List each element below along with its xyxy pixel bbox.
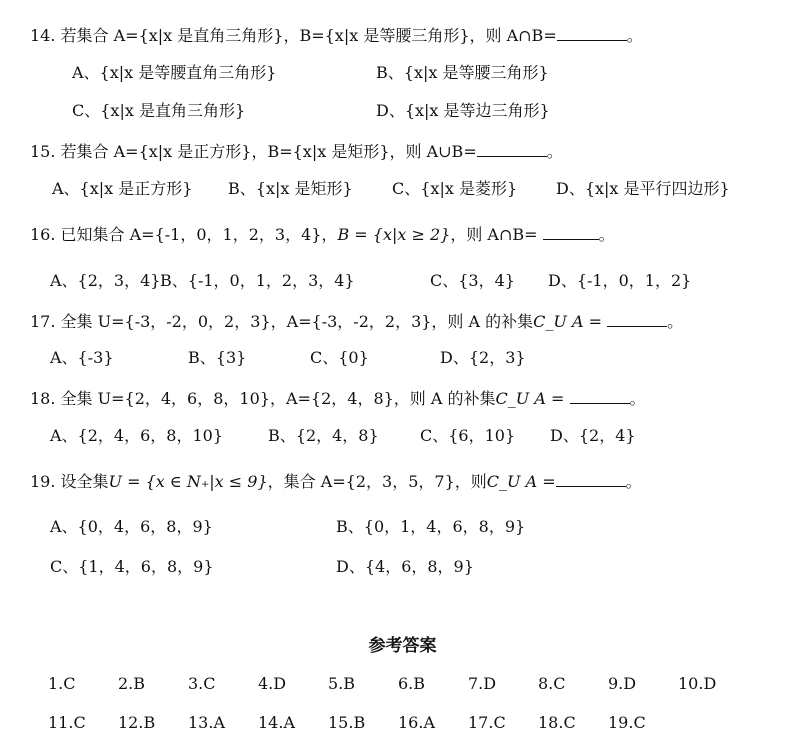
- q17-complement: C_U A =: [533, 312, 608, 331]
- q17-option-b: B、{3}: [188, 348, 247, 367]
- q16-option-a: A、{2，3，4}: [50, 271, 161, 290]
- answer-item: 15.B: [328, 713, 366, 732]
- answer-item: 13.A: [188, 713, 225, 732]
- answer-item: 9.D: [608, 674, 637, 693]
- q18-option-c: C、{6，10}: [420, 426, 516, 445]
- question-14: 14. 若集合 A={x|x 是直角三角形}，B={x|x 是等腰三角形}，则 A∩B= 。: [30, 26, 643, 45]
- question-17: 17. 全集 U={-3，-2，0，2，3}，A={-3，-2，2，3}，则 A 的补集C_U A = 。: [30, 312, 684, 331]
- q14-option-c: C、{x|x 是直角三角形}: [72, 101, 246, 120]
- q14-option-b: B、{x|x 是等腰三角形}: [376, 63, 549, 82]
- q16-stem: 16. 已知集合 A={-1，0，1，2，3，4}，: [30, 225, 338, 244]
- answer-item: 10.D: [678, 674, 717, 693]
- q14-option-d: D、{x|x 是等边三角形}: [376, 101, 550, 120]
- q15-blank: [477, 140, 547, 157]
- answer-item: 2.B: [118, 674, 146, 693]
- answer-item: 8.C: [538, 674, 566, 693]
- q18-option-a: A、{2，4，6，8，10}: [50, 426, 223, 445]
- q17-option-c: C、{0}: [310, 348, 369, 367]
- q19-option-b: B、{0，1，4，6，8，9}: [336, 517, 526, 536]
- q16-option-b: B、{-1，0，1，2，3，4}: [160, 271, 355, 290]
- q17-blank: [607, 310, 667, 327]
- q19-option-a: A、{0，4，6，8，9}: [50, 517, 213, 536]
- q19-blank: [556, 470, 626, 487]
- q16-option-c: C、{3，4}: [430, 271, 515, 290]
- answer-item: 17.C: [468, 713, 506, 732]
- q14-option-a: A、{x|x 是等腰直角三角形}: [72, 63, 277, 82]
- answer-item: 1.C: [48, 674, 76, 693]
- q15-stem: 15. 若集合 A={x|x 是正方形}，B={x|x 是矩形}，则 A∪B=: [30, 142, 477, 161]
- q15-option-c: C、{x|x 是菱形}: [392, 179, 518, 198]
- answer-item: 11.C: [48, 713, 86, 732]
- q19-universal-set: U = {x ∈ N₊|x ≤ 9}: [108, 472, 268, 491]
- answer-item: 5.B: [328, 674, 356, 693]
- q19-option-c: C、{1，4，6，8，9}: [50, 557, 214, 576]
- answers-title: 参考答案: [368, 636, 437, 656]
- answer-item: 16.A: [398, 713, 435, 732]
- q15-option-a: A、{x|x 是正方形}: [52, 179, 193, 198]
- answer-item: 6.B: [398, 674, 426, 693]
- q14-stem: 14. 若集合 A={x|x 是直角三角形}，B={x|x 是等腰三角形}，则 A∩B=: [30, 26, 557, 45]
- answer-item: 12.B: [118, 713, 156, 732]
- question-19: 19. 设全集U = {x ∈ N₊|x ≤ 9}，集合 A={2，3，5，7}，则C_U A = 。: [30, 472, 642, 491]
- answer-item: 3.C: [188, 674, 216, 693]
- question-15: 15. 若集合 A={x|x 是正方形}，B={x|x 是矩形}，则 A∪B= 。: [30, 142, 563, 161]
- q16-set-b: B = {x|x ≥ 2}: [337, 225, 451, 244]
- question-18: 18. 全集 U={2，4，6，8，10}，A={2，4，8}，则 A 的补集C_U A = 。: [30, 389, 646, 408]
- answer-item: 7.D: [468, 674, 497, 693]
- answer-item: 18.C: [538, 713, 576, 732]
- q14-blank: [557, 24, 627, 41]
- q16-blank: [543, 223, 599, 240]
- question-16: 16. 已知集合 A={-1，0，1，2，3，4}，B = {x|x ≥ 2}，则 A∩B= 。: [30, 225, 615, 244]
- q19-option-d: D、{4，6，8，9}: [336, 557, 474, 576]
- q17-stem: 17. 全集 U={-3，-2，0，2，3}，A={-3，-2，2，3}，则 A 的补集: [30, 312, 534, 331]
- q19-complement: C_U A: [486, 472, 538, 491]
- q18-complement: C_U A =: [495, 389, 570, 408]
- q19-stem: 19. 设全集: [30, 472, 109, 491]
- q17-option-a: A、{-3}: [50, 348, 114, 367]
- q16-option-d: D、{-1，0，1，2}: [548, 271, 692, 290]
- q18-blank: [570, 387, 630, 404]
- q18-option-d: D、{2，4}: [550, 426, 636, 445]
- q15-option-d: D、{x|x 是平行四边形}: [556, 179, 730, 198]
- answer-item: 19.C: [608, 713, 646, 732]
- q15-option-b: B、{x|x 是矩形}: [228, 179, 353, 198]
- q18-stem: 18. 全集 U={2，4，6，8，10}，A={2，4，8}，则 A 的补集: [30, 389, 496, 408]
- answer-item: 14.A: [258, 713, 295, 732]
- q18-option-b: B、{2，4，8}: [268, 426, 379, 445]
- q17-option-d: D、{2，3}: [440, 348, 526, 367]
- answer-item: 4.D: [258, 674, 287, 693]
